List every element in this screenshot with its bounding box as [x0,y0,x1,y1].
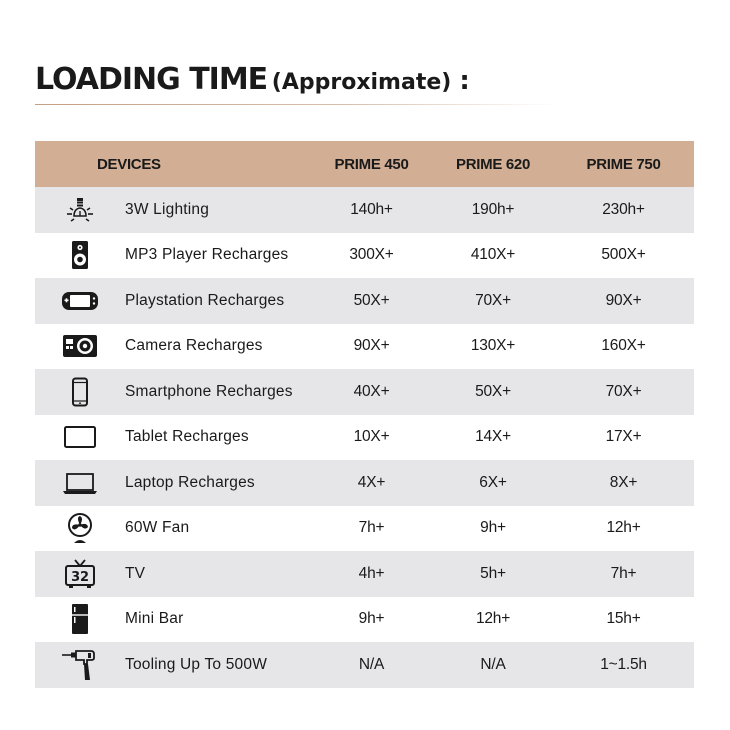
table-row [35,415,694,461]
table-header-row [35,141,694,187]
title-colon: : [459,66,470,96]
tv-icon [63,558,97,590]
tv-icon-label: 32 [71,569,89,585]
value-prime-620: 410X+ [433,233,553,279]
table-row [35,460,694,506]
value-prime-750: 500X+ [553,233,694,279]
drill-icon [60,648,100,682]
device-name: 3W Lighting [125,187,310,233]
lightbulb-icon [65,195,95,225]
device-name: Playstation Recharges [125,278,310,324]
value-prime-450: 50X+ [310,278,433,324]
value-prime-750: 12h+ [553,506,694,552]
value-prime-450: 9h+ [310,597,433,643]
fan-icon [65,512,95,544]
value-prime-750: 7h+ [553,551,694,597]
value-prime-750: 160X+ [553,324,694,370]
fridge-icon [65,603,95,635]
value-prime-620: 50X+ [433,369,553,415]
device-name: TV [125,551,310,597]
page-title [35,62,469,97]
device-name: MP3 Player Recharges [125,233,310,279]
value-prime-620: 130X+ [433,324,553,370]
device-name: 60W Fan [125,506,310,552]
header-prime-450: PRIME 450 [310,141,433,187]
table-row [35,551,694,597]
device-name: Laptop Recharges [125,460,310,506]
loading-time-table [35,141,694,688]
title-underline [35,104,557,105]
camera-icon [60,331,100,361]
value-prime-620: 70X+ [433,278,553,324]
table-row [35,187,694,233]
gamepad-icon [60,286,100,316]
value-prime-450: 40X+ [310,369,433,415]
table-row [35,642,694,688]
value-prime-750: 90X+ [553,278,694,324]
header-devices: DEVICES [35,141,310,187]
value-prime-620: 190h+ [433,187,553,233]
table-row [35,278,694,324]
table-row [35,369,694,415]
value-prime-620: 12h+ [433,597,553,643]
value-prime-750: 70X+ [553,369,694,415]
value-prime-450: 90X+ [310,324,433,370]
value-prime-750: 17X+ [553,415,694,461]
value-prime-450: 300X+ [310,233,433,279]
title-subtitle: (Approximate) [271,70,452,95]
value-prime-620: 9h+ [433,506,553,552]
speaker-icon [65,240,95,270]
value-prime-450: 4h+ [310,551,433,597]
value-prime-450: 10X+ [310,415,433,461]
value-prime-450: 4X+ [310,460,433,506]
table-row [35,597,694,643]
header-prime-620: PRIME 620 [433,141,553,187]
value-prime-450: 140h+ [310,187,433,233]
value-prime-620: 6X+ [433,460,553,506]
value-prime-750: 230h+ [553,187,694,233]
value-prime-620: 5h+ [433,551,553,597]
title-main: LOADING TIME [35,62,268,97]
tablet-icon [60,422,100,452]
device-name: Smartphone Recharges [125,369,310,415]
device-name: Mini Bar [125,597,310,643]
value-prime-620: N/A [433,642,553,688]
value-prime-750: 1~1.5h [553,642,694,688]
value-prime-750: 15h+ [553,597,694,643]
table-row [35,324,694,370]
smartphone-icon [65,377,95,407]
value-prime-620: 14X+ [433,415,553,461]
table-row [35,506,694,552]
value-prime-450: N/A [310,642,433,688]
laptop-icon [60,468,100,498]
table-row [35,233,694,279]
value-prime-450: 7h+ [310,506,433,552]
header-prime-750: PRIME 750 [553,141,694,187]
device-name: Tooling Up To 500W [125,642,310,688]
value-prime-750: 8X+ [553,460,694,506]
device-name: Tablet Recharges [125,415,310,461]
device-name: Camera Recharges [125,324,310,370]
